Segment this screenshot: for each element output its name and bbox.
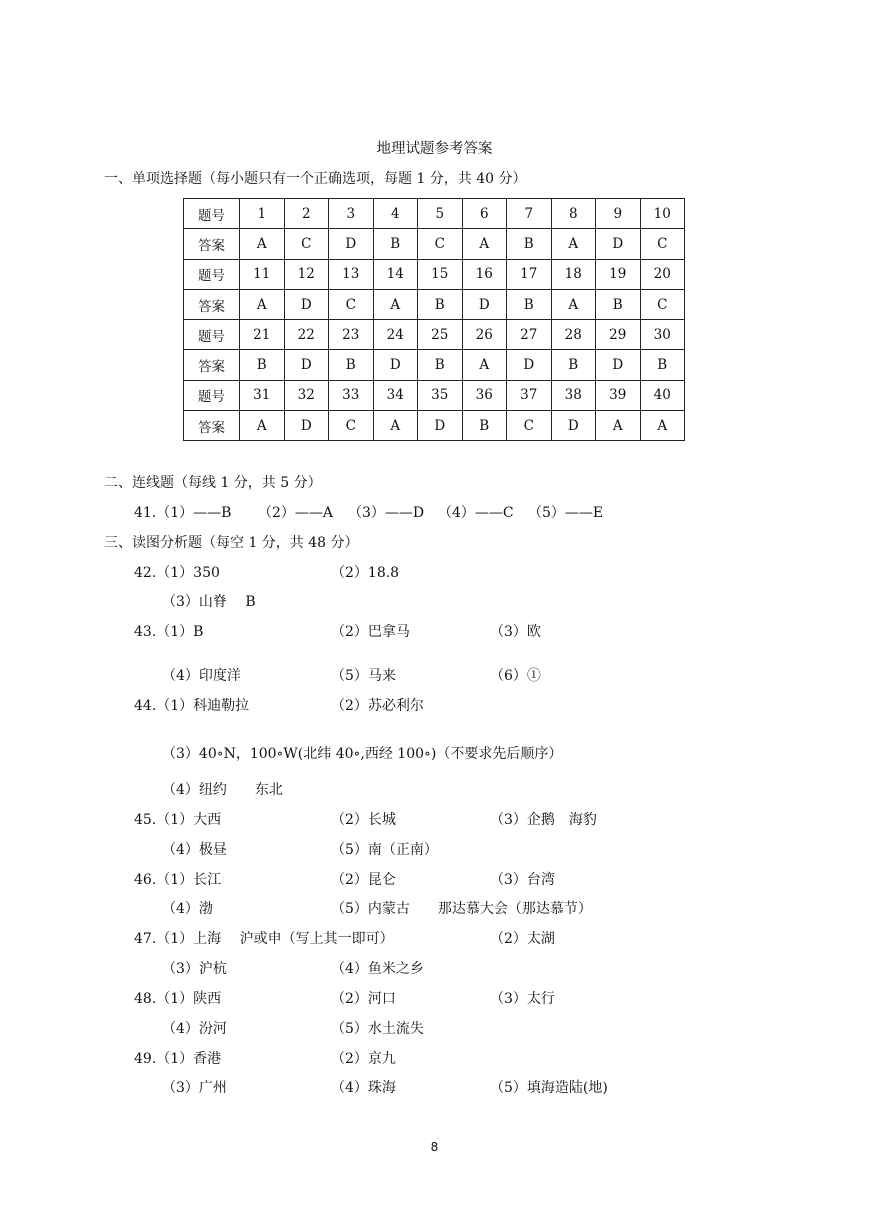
- table-cell: D: [596, 350, 641, 380]
- q45-answer-4: （4）极昼: [162, 842, 227, 858]
- table-cell: D: [373, 350, 418, 380]
- table-cell: 21: [240, 320, 285, 350]
- table-cell: 10: [640, 199, 685, 229]
- q49-answer-3: （3）广州: [162, 1080, 227, 1096]
- q42-answer-2: （2）18.8: [331, 565, 400, 581]
- table-cell: 7: [507, 199, 552, 229]
- q48-answer-5: （5）水土流失: [331, 1021, 424, 1037]
- table-cell: 22: [284, 320, 329, 350]
- q47-answer-4: （4）鱼米之乡: [331, 961, 424, 977]
- q45-answer-2: （2）长城: [331, 812, 396, 828]
- table-cell: 23: [329, 320, 374, 350]
- table-cell: B: [418, 350, 463, 380]
- table-cell: D: [284, 350, 329, 380]
- q47-answer-2: （2）太湖: [490, 931, 555, 947]
- table-cell: 33: [329, 380, 374, 410]
- q49-answer-1: 49.（1）香港: [134, 1051, 222, 1067]
- table-cell: 24: [373, 320, 418, 350]
- table-cell: C: [329, 411, 374, 441]
- table-cell: D: [418, 411, 463, 441]
- table-cell: 25: [418, 320, 463, 350]
- table-cell: 1: [240, 199, 285, 229]
- q43-answer-4: （4）印度洋: [162, 668, 241, 684]
- q48-answer-3: （3）太行: [490, 991, 555, 1007]
- q45-answer-1: 45.（1）大西: [134, 812, 222, 828]
- q43-answer-3: （3）欧: [490, 624, 541, 640]
- table-row: [184, 320, 685, 350]
- row-label: 答案: [184, 411, 240, 441]
- q46-answer-1: 46.（1）长江: [134, 872, 222, 888]
- q47-answer-3: （3）沪杭: [162, 961, 227, 977]
- q44-answer-2: （2）苏必利尔: [331, 698, 424, 714]
- q41-part2: （2）——A: [258, 505, 334, 521]
- table-cell: 27: [507, 320, 552, 350]
- table-cell: 11: [240, 259, 285, 289]
- table-cell: 14: [373, 259, 418, 289]
- table-cell: B: [596, 289, 641, 319]
- table-cell: 30: [640, 320, 685, 350]
- table-row: [184, 259, 685, 289]
- table-cell: C: [640, 289, 685, 319]
- q48-answer-1: 48.（1）陕西: [134, 991, 222, 1007]
- table-cell: 36: [462, 380, 507, 410]
- table-cell: C: [329, 289, 374, 319]
- table-cell: B: [329, 350, 374, 380]
- table-cell: A: [373, 411, 418, 441]
- q49-answer-5: （5）填海造陆(地): [490, 1080, 608, 1096]
- table-cell: A: [640, 411, 685, 441]
- table-cell: D: [462, 289, 507, 319]
- q44-answer-1: 44.（1）科迪勒拉: [134, 698, 250, 714]
- table-cell: C: [418, 229, 463, 259]
- row-label: 题号: [184, 320, 240, 350]
- table-cell: A: [462, 350, 507, 380]
- table-cell: A: [240, 289, 285, 319]
- table-cell: 17: [507, 259, 552, 289]
- section3-heading: 三、读图分析题（每空 1 分，共 48 分）: [104, 535, 359, 551]
- table-cell: 37: [507, 380, 552, 410]
- q46-answer-3: （3）台湾: [490, 872, 555, 888]
- table-cell: D: [329, 229, 374, 259]
- table-cell: 29: [596, 320, 641, 350]
- row-label: 题号: [184, 259, 240, 289]
- table-cell: 19: [596, 259, 641, 289]
- table-cell: 12: [284, 259, 329, 289]
- q45-answer-5: （5）南（正南）: [331, 842, 438, 858]
- table-cell: C: [640, 229, 685, 259]
- q49-answer-2: （2）京九: [331, 1051, 396, 1067]
- table-cell: 13: [329, 259, 374, 289]
- table-cell: C: [507, 411, 552, 441]
- row-label: 答案: [184, 289, 240, 319]
- q42-answer-3: （3）山脊 B: [162, 594, 256, 610]
- table-cell: 6: [462, 199, 507, 229]
- table-cell: 18: [551, 259, 596, 289]
- q46-answer-5: （5）内蒙古 那达慕大会（那达慕节）: [331, 901, 592, 917]
- row-label: 答案: [184, 229, 240, 259]
- table-cell: D: [507, 350, 552, 380]
- row-label: 题号: [184, 380, 240, 410]
- table-cell: 32: [284, 380, 329, 410]
- table-cell: 34: [373, 380, 418, 410]
- table-cell: B: [507, 289, 552, 319]
- table-row: [184, 380, 685, 410]
- table-cell: C: [284, 229, 329, 259]
- q43-answer-2: （2）巴拿马: [331, 624, 410, 640]
- q46-answer-4: （4）渤: [162, 901, 213, 917]
- table-cell: 20: [640, 259, 685, 289]
- row-label: 答案: [184, 350, 240, 380]
- page-number: 8: [430, 1140, 439, 1154]
- table-cell: 40: [640, 380, 685, 410]
- q43-answer-6: （6）①: [490, 668, 541, 684]
- q47-answer-1: 47.（1）上海 沪或申（写上其一即可）: [134, 931, 394, 947]
- q48-answer-4: （4）汾河: [162, 1021, 227, 1037]
- table-cell: 3: [329, 199, 374, 229]
- table-cell: 5: [418, 199, 463, 229]
- table-cell: 15: [418, 259, 463, 289]
- table-row: [184, 411, 685, 441]
- table-cell: 4: [373, 199, 418, 229]
- table-cell: A: [596, 411, 641, 441]
- q43-answer-1: 43.（1）B: [134, 624, 204, 640]
- q42-answer-1: 42.（1）350: [134, 565, 220, 581]
- table-row: [184, 289, 685, 319]
- q44-answer-4: （4）纽约 东北: [162, 782, 283, 798]
- table-row: [184, 199, 685, 229]
- q41-part4: （4）——C: [438, 505, 514, 521]
- table-cell: B: [551, 350, 596, 380]
- answer-table: [183, 198, 685, 441]
- table-cell: 2: [284, 199, 329, 229]
- table-cell: 35: [418, 380, 463, 410]
- table-cell: D: [284, 411, 329, 441]
- table-cell: B: [640, 350, 685, 380]
- table-cell: B: [507, 229, 552, 259]
- table-cell: B: [373, 229, 418, 259]
- table-cell: A: [551, 229, 596, 259]
- table-cell: D: [284, 289, 329, 319]
- q49-answer-4: （4）珠海: [331, 1080, 396, 1096]
- q48-answer-2: （2）河口: [331, 991, 396, 1007]
- table-cell: 9: [596, 199, 641, 229]
- q41-part1: 41.（1）——B: [134, 505, 232, 521]
- table-cell: 28: [551, 320, 596, 350]
- table-cell: D: [596, 229, 641, 259]
- q41-part3: （3）——D: [348, 505, 425, 521]
- table-cell: B: [240, 350, 285, 380]
- table-cell: B: [418, 289, 463, 319]
- table-cell: D: [551, 411, 596, 441]
- table-cell: 38: [551, 380, 596, 410]
- table-cell: B: [462, 411, 507, 441]
- page-title: 地理试题参考答案: [376, 141, 493, 157]
- q44-answer-3: （3）40∘N，100∘W(北纬 40∘,西经 100∘)（不要求先后顺序）: [162, 746, 563, 762]
- q41-part5: （5）——E: [528, 505, 604, 521]
- q45-answer-3: （3）企鹅 海豹: [490, 812, 597, 828]
- q46-answer-2: （2）昆仑: [331, 872, 396, 888]
- table-cell: A: [373, 289, 418, 319]
- table-cell: 26: [462, 320, 507, 350]
- table-cell: A: [462, 229, 507, 259]
- table-cell: 16: [462, 259, 507, 289]
- table-cell: A: [551, 289, 596, 319]
- q43-answer-5: （5）马来: [331, 668, 396, 684]
- table-row: [184, 229, 685, 259]
- table-cell: A: [240, 411, 285, 441]
- table-cell: A: [240, 229, 285, 259]
- table-cell: 39: [596, 380, 641, 410]
- section2-heading: 二、连线题（每线 1 分，共 5 分）: [104, 475, 322, 491]
- table-cell: 31: [240, 380, 285, 410]
- table-cell: 8: [551, 199, 596, 229]
- row-label: 题号: [184, 199, 240, 229]
- table-row: [184, 350, 685, 380]
- section1-heading: 一、单项选择题（每小题只有一个正确选项，每题 1 分，共 40 分）: [104, 171, 527, 187]
